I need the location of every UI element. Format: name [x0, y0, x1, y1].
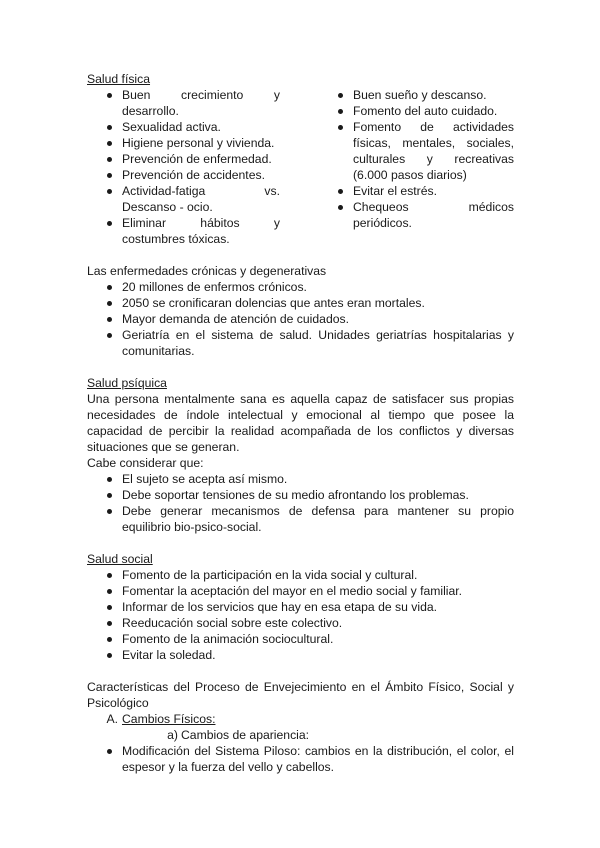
- caracteristicas-section: [87, 679, 514, 775]
- salud-psiquica-paragraph: Una persona mentalmente sana es aquella capaz de satisfacer sus propias necesidades de índole intelectual y emocional al tiempo que posee la capacidad de percibir la realidad acompañada de los conflictos y diversas situaciones que se generan.: [87, 392, 514, 454]
- list-item: 2050 se cronificaran dolencias que antes eran mortales.: [87, 295, 514, 311]
- list-item: Fomentar la aceptación del mayor en el medio social y familiar.: [87, 583, 514, 599]
- list-item: Evitar el estrés.: [318, 183, 514, 199]
- enfermedades-section: [87, 263, 514, 359]
- section-a-title: Cambios Físicos:: [122, 712, 216, 726]
- salud-fisica-right-list: [318, 87, 514, 231]
- list-item: Buen sueño y descanso.: [318, 87, 514, 103]
- salud-psiquica-section: [87, 375, 514, 535]
- list-item: Fomento de la participación en la vida social y cultural.: [87, 567, 514, 583]
- salud-social-list: [87, 567, 514, 663]
- list-item: 20 millones de enfermos crónicos.: [87, 279, 514, 295]
- salud-psiquica-intro: Cabe considerar que:: [87, 456, 204, 470]
- caracteristicas-list: [87, 743, 514, 775]
- salud-social-heading: Salud social: [87, 552, 153, 566]
- subsection-a: [87, 727, 514, 743]
- salud-psiquica-heading: Salud psíquica: [87, 376, 167, 390]
- list-item: Prevención de enfermedad.: [87, 151, 280, 167]
- list-item: Reeducación social sobre este colectivo.: [87, 615, 514, 631]
- list-item: Buen crecimiento y desarrollo.: [87, 87, 280, 119]
- salud-fisica-heading: Salud física: [87, 72, 151, 86]
- enfermedades-list: [87, 279, 514, 359]
- list-item: Eliminar hábitos y costumbres tóxicas.: [87, 215, 280, 247]
- list-item: Fomento de la animación sociocultural.: [87, 631, 514, 647]
- subsection-a-marker: a): [167, 728, 178, 742]
- subsection-a-title: Cambios de apariencia:: [181, 728, 310, 742]
- section-a: [87, 711, 514, 727]
- list-item: Evitar la soledad.: [87, 647, 514, 663]
- list-item: Debe soportar tensiones de su medio afrontando los problemas.: [87, 487, 514, 503]
- list-item: Sexualidad activa.: [87, 119, 280, 135]
- salud-psiquica-list: [87, 471, 514, 535]
- section-a-marker: A.: [106, 712, 118, 726]
- list-item: Geriatría en el sistema de salud. Unidades geriatrías hospitalarias y comunitarias.: [87, 327, 514, 359]
- list-item: Modificación del Sistema Piloso: cambios en la distribución, el color, el espesor y la fuerza del vello y cabellos.: [87, 743, 514, 775]
- list-item: Mayor demanda de atención de cuidados.: [87, 311, 514, 327]
- list-item: Chequeos médicos periódicos.: [318, 199, 514, 231]
- list-item: Higiene personal y vivienda.: [87, 135, 280, 151]
- list-item: El sujeto se acepta así mismo.: [87, 471, 514, 487]
- list-item: Prevención de accidentes.: [87, 167, 280, 183]
- enfermedades-heading: Las enfermedades crónicas y degenerativas: [87, 264, 327, 278]
- list-item: Debe generar mecanismos de defensa para mantener su propio equilibrio bio-psico-social.: [87, 503, 514, 535]
- list-item: Fomento del auto cuidado.: [318, 103, 514, 119]
- list-item: Fomento de actividades físicas, mentales, sociales, culturales y recreativas (6.000 pasos diarios): [318, 119, 514, 183]
- salud-social-section: [87, 551, 514, 663]
- list-item: Informar de los servicios que hay en esa etapa de su vida.: [87, 599, 514, 615]
- salud-fisica-left-list: [87, 87, 280, 247]
- list-item: Actividad-fatiga vs. Descanso - ocio.: [87, 183, 280, 215]
- caracteristicas-heading: Características del Proceso de Envejecimiento en el Ámbito Físico, Social y Psicológico: [87, 680, 514, 710]
